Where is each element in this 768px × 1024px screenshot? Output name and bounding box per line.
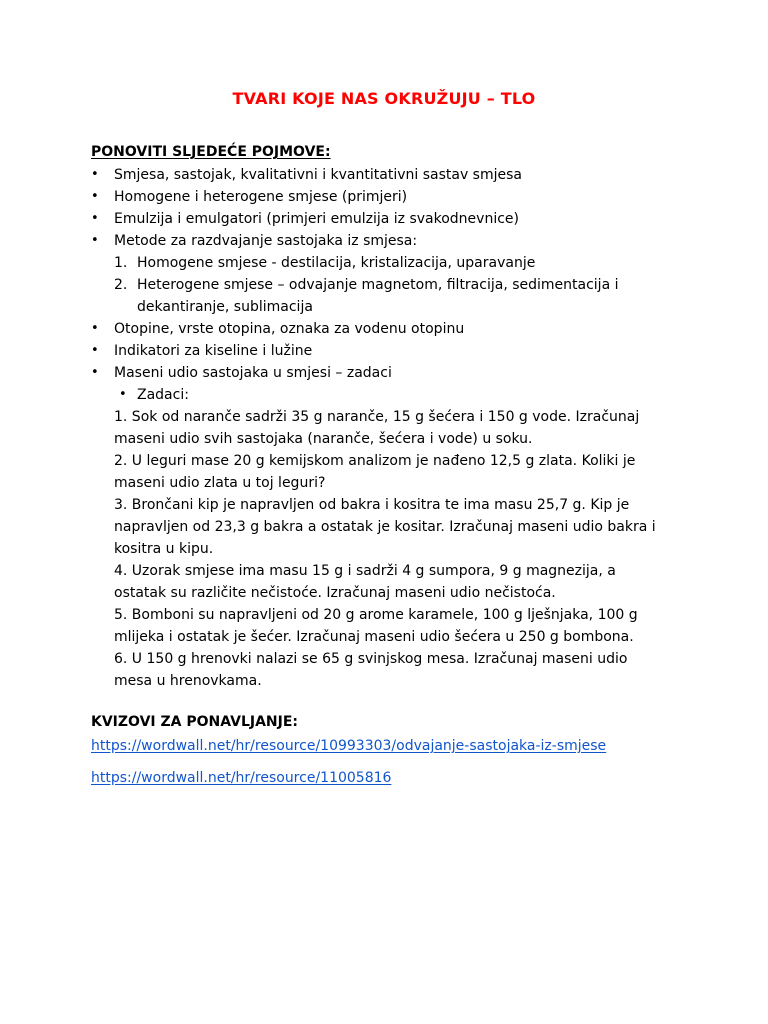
list-item: Emulzija i emulgatori (primjeri emulzija iz svakodnevnice): [114, 211, 519, 227]
task-line: 2. U leguri mase 20 g kemijskom analizom je nađeno 12,5 g zlata. Koliki je: [114, 453, 636, 469]
task-line: 6. U 150 g hrenovki nalazi se 65 g svinjskog mesa. Izračunaj maseni udio: [114, 651, 628, 667]
method-number: 1.: [114, 255, 128, 271]
task-line: 3. Brončani kip je napravljen od bakra i kositra te ima masu 25,7 g. Kip je: [114, 497, 630, 513]
bullet-marker: •: [91, 211, 99, 226]
bullet-marker: •: [91, 365, 99, 380]
list-item: Smjesa, sastojak, kvalitativni i kvantitativni sastav smjesa: [114, 167, 522, 183]
list-item: Otopine, vrste otopina, oznaka za vodenu otopinu: [114, 321, 465, 337]
tasks-label: Zadaci:: [137, 387, 189, 403]
page-title: TVARI KOJE NAS OKRUŽUJU – TLO: [232, 89, 536, 108]
bullet-marker: •: [91, 233, 99, 248]
quiz-link[interactable]: https://wordwall.net/hr/resource/10993303/odvajanje-sastojaka-iz-smjese: [91, 738, 607, 754]
list-item: Homogene i heterogene smjese (primjeri): [114, 189, 408, 205]
review-heading: PONOVITI SLJEDEĆE POJMOVE:: [91, 144, 331, 160]
task-line: kositra u kipu.: [114, 541, 214, 557]
quiz-link[interactable]: https://wordwall.net/hr/resource/11005816: [91, 770, 392, 786]
task-line: maseni udio zlata u toj leguri?: [114, 475, 326, 491]
bullet-marker: •: [91, 321, 99, 336]
bullet-marker: •: [91, 343, 99, 358]
task-line: napravljen od 23,3 g bakra a ostatak je kositar. Izračunaj maseni udio bakra i: [114, 519, 656, 535]
list-item: Metode za razdvajanje sastojaka iz smjesa:: [114, 233, 418, 249]
task-line: 1. Sok od naranče sadrži 35 g naranče, 15 g šećera i 150 g vode. Izračunaj: [114, 409, 640, 425]
method-item: Homogene smjese - destilacija, kristalizacija, uparavanje: [137, 255, 536, 271]
task-line: maseni udio svih sastojaka (naranče, šećera i vode) u soku.: [114, 431, 533, 447]
list-item: Maseni udio sastojaka u smjesi – zadaci: [114, 365, 392, 381]
task-line: ostatak su različite nečistoće. Izračunaj maseni udio nečistoća.: [114, 585, 556, 601]
task-line: mlijeka i ostatak je šećer. Izračunaj maseni udio šećera u 250 g bombona.: [114, 629, 634, 645]
quizzes-heading: KVIZOVI ZA PONAVLJANJE:: [91, 714, 298, 730]
list-item: Indikatori za kiseline i lužine: [114, 343, 313, 359]
bullet-marker: •: [91, 167, 99, 182]
task-line: 5. Bomboni su napravljeni od 20 g arome karamele, 100 g lješnjaka, 100 g: [114, 607, 638, 623]
method-item-continuation: dekantiranje, sublimacija: [137, 299, 313, 315]
task-line: 4. Uzorak smjese ima masu 15 g i sadrži 4 g sumpora, 9 g magnezija, a: [114, 563, 616, 579]
method-item: Heterogene smjese – odvajanje magnetom, filtracija, sedimentacija i: [137, 277, 619, 293]
task-line: mesa u hrenovkama.: [114, 673, 262, 689]
bullet-marker: •: [119, 387, 127, 402]
method-number: 2.: [114, 277, 128, 293]
bullet-marker: •: [91, 189, 99, 204]
